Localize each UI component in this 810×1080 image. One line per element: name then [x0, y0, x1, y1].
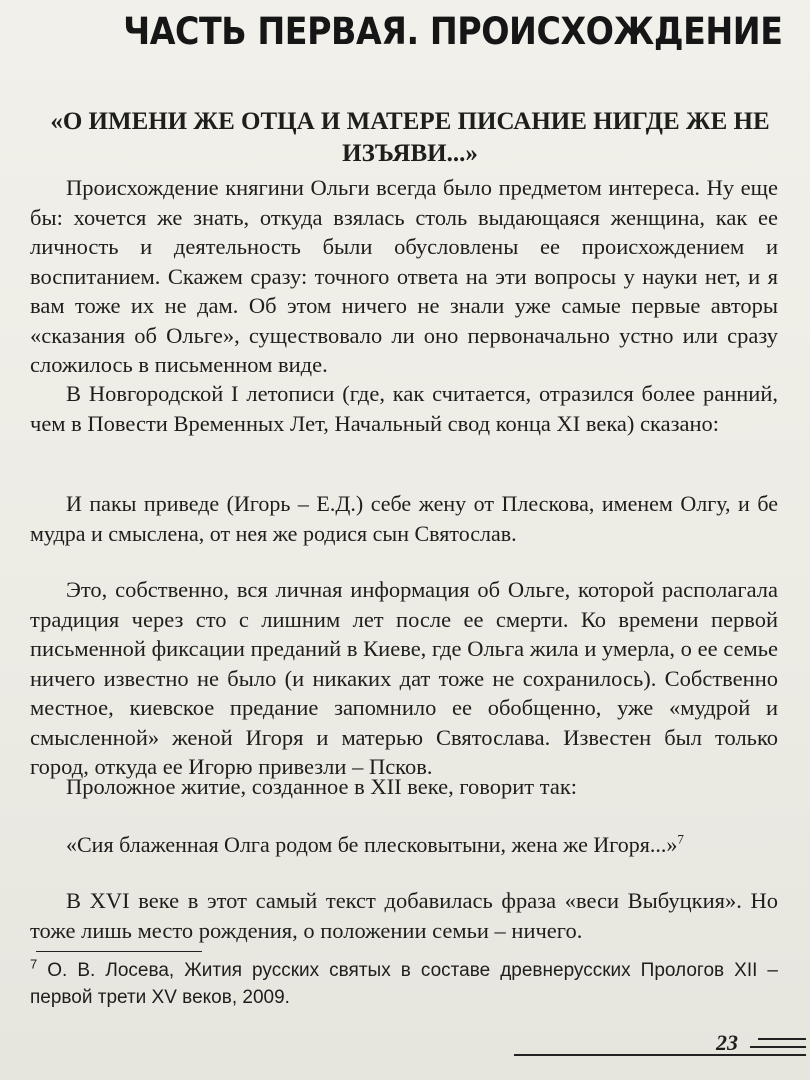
decorative-line-middle: [750, 1046, 806, 1048]
section-heading: «О ИМЕНИ ЖЕ ОТЦА И МАТЕРЕ ПИСАНИЕ НИГДЕ ЖЕ НЕ ИЗЪЯВИ...»: [50, 108, 770, 167]
paragraph-chronicle: [30, 379, 778, 438]
prolog-quote-text: «Сия блаженная Олга родом бе плесковытыни, жена же Игоря...»: [66, 832, 678, 857]
paragraph-tradition-text: Это, собственно, вся личная информация об Ольге, которой располагала традиция через сто с лишним лет после ее смерти. Ко времени первой письменной фиксации преданий в Киеве, где Ольга жила и умерла, о ее семье ничего известно не было (и никаких дат тоже не сохранилось). Собственно местное, киевское предание запомнило ее обобщенно, уже «мудрой и смысленной» женой Игоря и матерью Святослава. Известен был только город, откуда ее Игорю привезли – Псков.: [30, 577, 778, 779]
prolog-quote: [30, 830, 778, 860]
decorative-line-bottom: [754, 1054, 806, 1056]
paragraph-prolog: [30, 772, 778, 802]
paragraph-origin: [30, 173, 778, 380]
decorative-line-top: [758, 1038, 806, 1040]
page-number-rule: [514, 1054, 784, 1056]
paragraph-prolog-text: Проложное житие, созданное в XII веке, говорит так:: [66, 774, 578, 799]
footnote-marker: 7: [30, 956, 38, 972]
paragraph-xvi-text: В XVI веке в этот самый текст добавилась фраза «веси Выбуцкия». Но тоже лишь место рождения, о положении семьи – ничего.: [30, 888, 778, 943]
footnote-text: О. В. Лосева, Жития русских святых в составе древнерусских Прологов XII – первой трети XV веков, 2009.: [30, 960, 778, 1008]
paragraph-xvi: [30, 886, 778, 945]
paragraph-tradition: [30, 575, 778, 782]
paragraph-chronicle-text: В Новгородской I летописи (где, как считается, отразился более ранний, чем в Повести Временных Лет, Начальный свод конца XI века) сказано:: [30, 381, 778, 436]
chronicle-quote-text: И пакы приведе (Игорь – Е.Д.) себе жену от Плескова, именем Олгу, и бе мудра и смыслена, от нея же родися сын Святослав.: [30, 491, 778, 546]
footnote: [30, 957, 778, 1011]
footnote-ref[interactable]: 7: [677, 831, 684, 847]
chronicle-quote: [30, 489, 778, 548]
page-number: 23: [716, 1030, 738, 1055]
chapter-title: ЧАСТЬ ПЕРВАЯ. ПРОИСХОЖДЕНИЕ: [122, 10, 782, 53]
footnote-divider: [36, 951, 202, 952]
paragraph-origin-text: Происхождение княгини Ольги всегда было предметом интереса. Ну еще бы: хочется же знать, откуда взялась столь выдающаяся женщина, как ее личность и деятельность были обусловлены ее происхождением и воспитанием. Скажем сразу: точного ответа на эти вопросы у науки нет, и я вам тоже их не дам. Об этом ничего не знали уже самые первые авторы «сказания об Ольге», существовало ли оно первоначально устно или сразу сложилось в письменном виде.: [30, 175, 778, 377]
